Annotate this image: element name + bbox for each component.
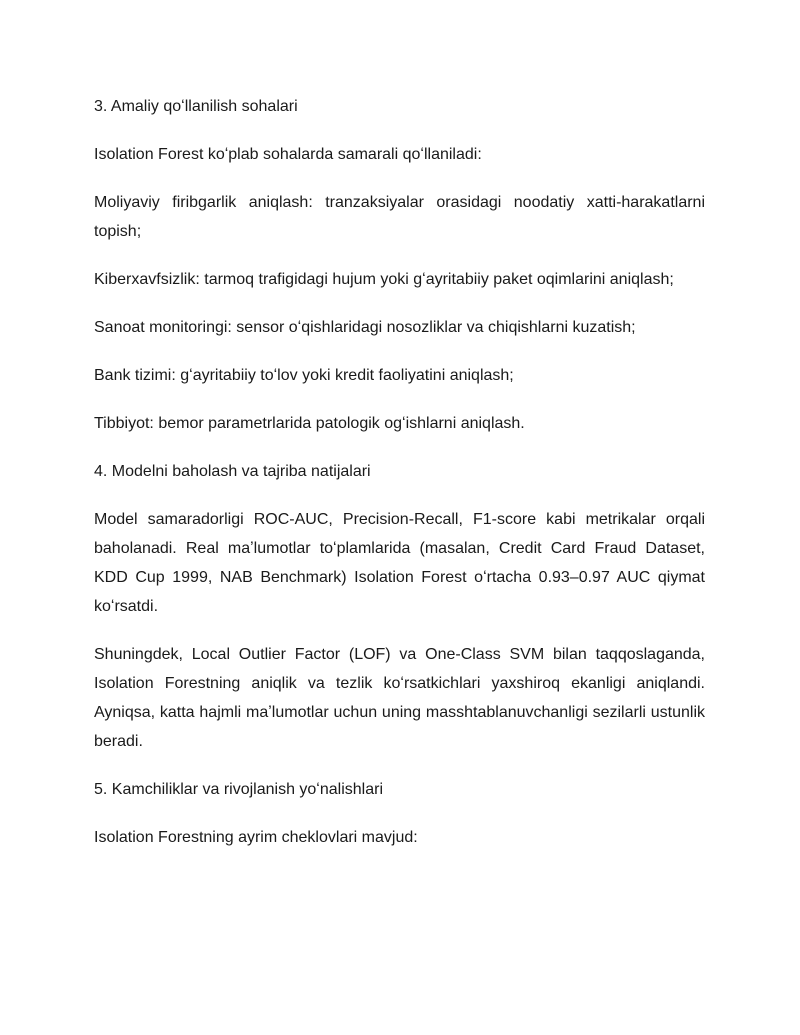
- section-heading-5: 5. Kamchiliklar va rivojlanish yoʻnalishlari: [94, 781, 383, 798]
- paragraph-banking: Bank tizimi: gʻayritabiiy toʻlov yoki kredit faoliyatini aniqlash;: [94, 367, 514, 384]
- document-body: [94, 92, 705, 871]
- paragraph-limitations-intro: Isolation Forestning ayrim cheklovlari mavjud:: [94, 829, 418, 846]
- section-heading-4: 4. Modelni baholash va tajriba natijalari: [94, 463, 371, 480]
- section-heading-3: 3. Amaliy qoʻllanilish sohalari: [94, 98, 298, 115]
- paragraph-medicine: Tibbiyot: bemor parametrlarida patologik ogʻishlarni aniqlash.: [94, 415, 525, 432]
- paragraph-cybersecurity: Kiberxavfsizlik: tarmoq trafigidagi hujum yoki gʻayritabiiy paket oqimlarini aniqlash;: [94, 271, 674, 288]
- paragraph-industrial-monitoring: Sanoat monitoringi: sensor oʻqishlaridagi nosozliklar va chiqishlarni kuzatish;: [94, 319, 636, 336]
- paragraph-intro-applications: Isolation Forest koʻplab sohalarda samarali qoʻllaniladi:: [94, 146, 482, 163]
- paragraph-comparison: Shuningdek, Local Outlier Factor (LOF) va One-Class SVM bilan taqqoslaganda, Isolation Forestning aniqlik va tezlik koʻrsatkichlari yaxshiroq ekanligi aniqlandi. Ayniqsa, katta hajmli maʼlumotlar uchun uning masshtablanuvchanligi sezilarli ustunlik beradi.: [94, 646, 705, 750]
- paragraph-model-evaluation: Model samaradorligi ROC-AUC, Precision-Recall, F1-score kabi metrikalar orqali baholanadi. Real maʼlumotlar toʻplamlarida (masalan, Credit Card Fraud Dataset, KDD Cup 1999, NAB Benchmark) Isolation Forest oʻrtacha 0.93–0.97 AUC qiymat koʻrsatdi.: [94, 511, 705, 615]
- paragraph-finance-fraud: Moliyaviy firibgarlik aniqlash: tranzaksiyalar orasidagi noodatiy xatti-harakatlarni topish;: [94, 194, 705, 240]
